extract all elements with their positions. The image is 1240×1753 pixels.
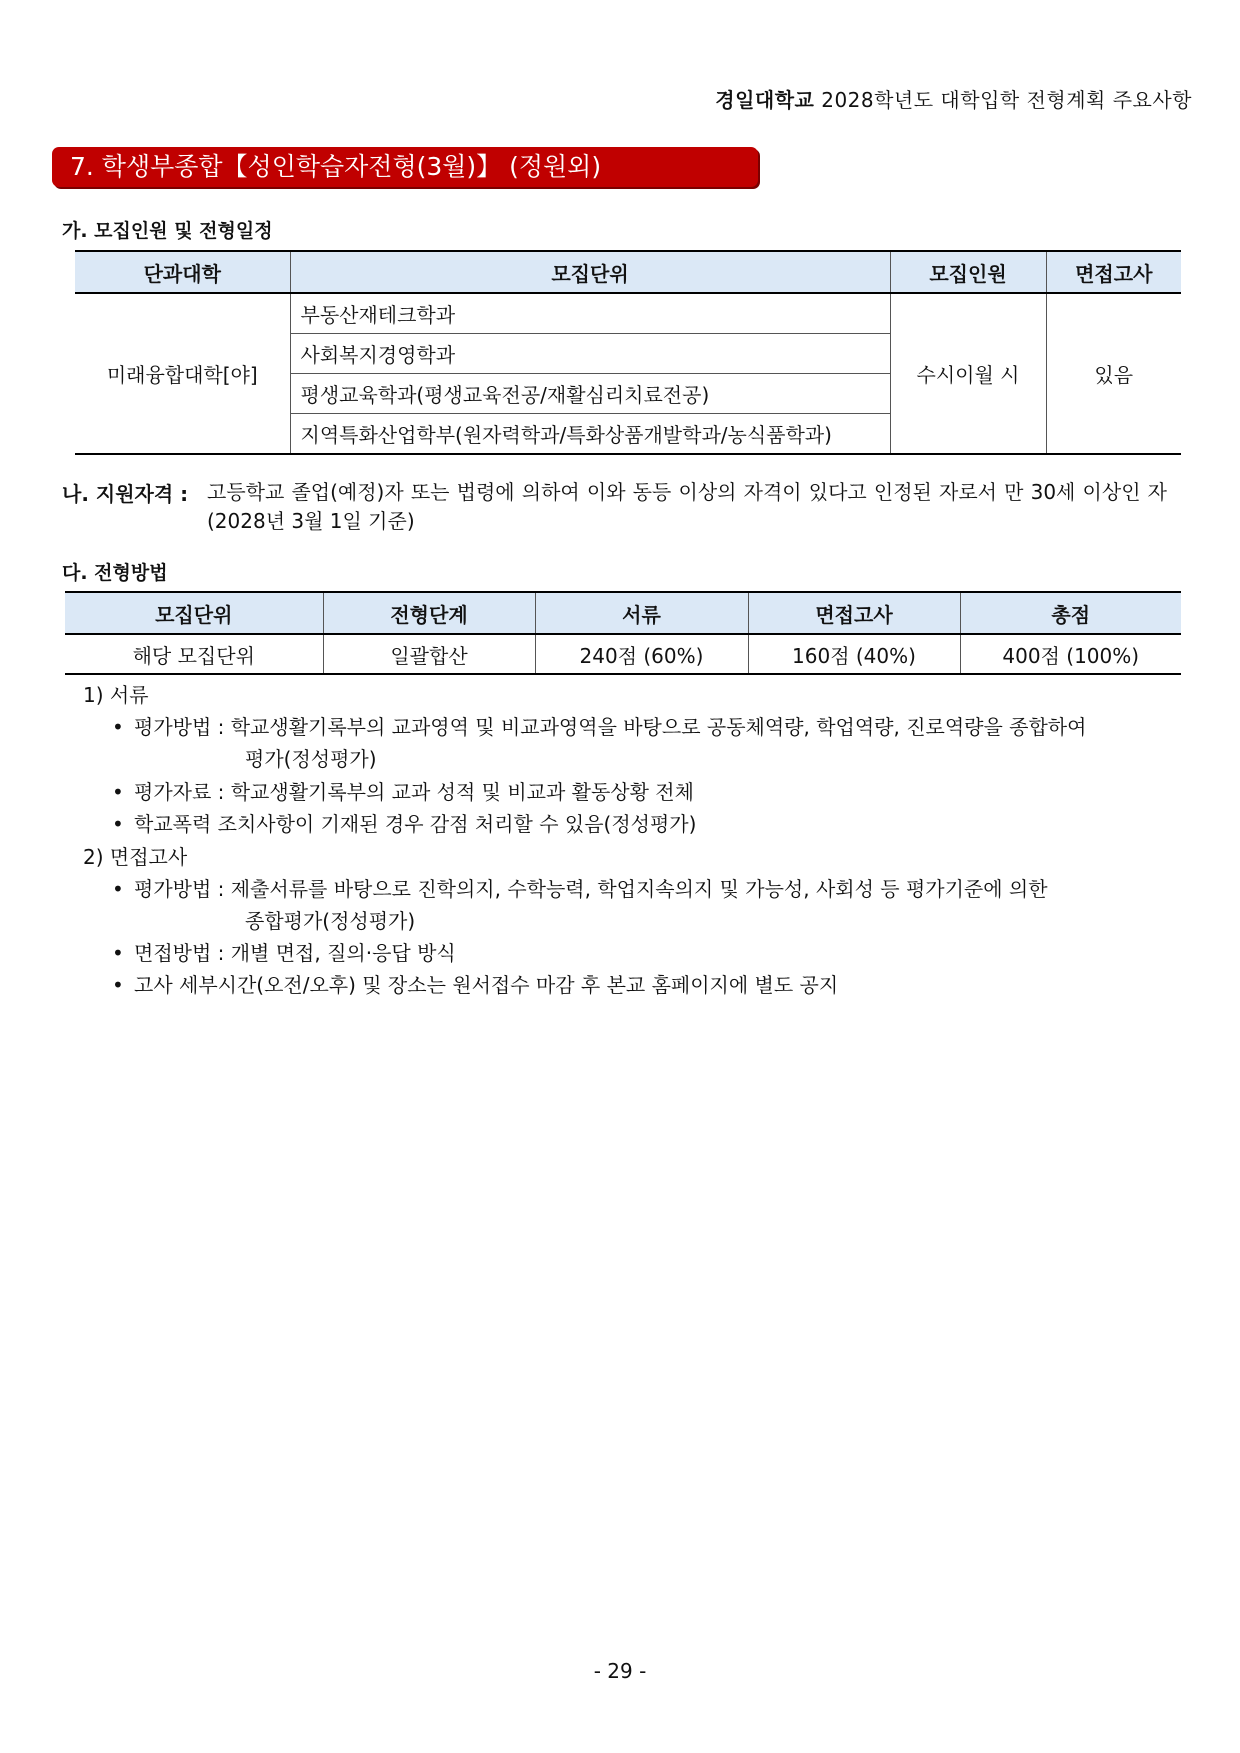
interview-score-cell: 160점 (40%) bbox=[748, 634, 960, 674]
recruitment-table bbox=[75, 250, 1181, 455]
docs-violence: 학교폭력 조치사항이 기재된 경우 감점 처리할 수 있음(정성평가) bbox=[134, 812, 697, 836]
interview-way: 면접방법 : 개별 면접, 질의·응답 방식 bbox=[134, 941, 456, 965]
col-header-college: 단과대학 bbox=[75, 251, 290, 293]
recruit-cell: 수시이월 시 bbox=[890, 293, 1046, 454]
header-title: 2028학년도 대학입학 전형계획 주요사항 bbox=[821, 88, 1192, 112]
qualification-text: 고등학교 졸업(예정)자 또는 법령에 의하여 이와 동등 이상의 자격이 있다고 인정된 자로서 만 30세 이상인 자(2028년 3월 1일 기준) bbox=[207, 480, 1167, 533]
interview-time-item bbox=[112, 970, 838, 1000]
unit-cell: 해당 모집단위 bbox=[65, 634, 323, 674]
bullet: • bbox=[112, 941, 124, 965]
unit-cell: 부동산재테크학과 bbox=[290, 293, 890, 334]
header-school: 경일대학교 bbox=[715, 88, 815, 112]
method-table bbox=[65, 591, 1181, 675]
interview-method-item bbox=[112, 874, 1048, 904]
bullet: • bbox=[112, 780, 124, 804]
bullet: • bbox=[112, 973, 124, 997]
interview-time: 고사 세부시간(오전/오후) 및 장소는 원서접수 마감 후 본교 홈페이지에 별도 공지 bbox=[134, 973, 839, 997]
bullet: • bbox=[112, 812, 124, 836]
col-header-stage: 전형단계 bbox=[323, 592, 535, 634]
col-header-interview: 면접고사 bbox=[748, 592, 960, 634]
docs-violence-item bbox=[112, 809, 696, 839]
bullet: • bbox=[112, 877, 124, 901]
docs-title: 1) 서류 bbox=[83, 683, 149, 707]
interview-method-cont: 종합평가(정성평가) bbox=[245, 909, 416, 933]
interview-cell: 있음 bbox=[1046, 293, 1181, 454]
col-header-interview: 면접고사 bbox=[1046, 251, 1181, 293]
subheading-c: 다. 전형방법 bbox=[62, 562, 168, 584]
docs-method: 평가방법 : 학교생활기록부의 교과영역 및 비교과영역을 바탕으로 공동체역량, 학업역량, 진로역량을 종합하여 bbox=[134, 715, 1087, 739]
col-header-recruit: 모집인원 bbox=[890, 251, 1046, 293]
stage-cell: 일괄합산 bbox=[323, 634, 535, 674]
bullet: • bbox=[112, 715, 124, 739]
page-number: - 29 - bbox=[593, 1659, 647, 1683]
docs-material-item bbox=[112, 777, 694, 807]
docs-method-cont: 평가(정성평가) bbox=[245, 747, 377, 771]
college-cell: 미래융합대학[야] bbox=[75, 293, 290, 454]
docs-material: 평가자료 : 학교생활기록부의 교과 성적 및 비교과 활동상황 전체 bbox=[134, 780, 694, 804]
interview-title: 2) 면접고사 bbox=[83, 845, 188, 869]
col-header-unit: 모집단위 bbox=[290, 251, 890, 293]
unit-cell: 평생교육학과(평생교육전공/재활심리치료전공) bbox=[290, 374, 890, 414]
col-header-docs: 서류 bbox=[535, 592, 748, 634]
total-score-cell: 400점 (100%) bbox=[960, 634, 1181, 674]
subheading-a: 가. 모집인원 및 전형일정 bbox=[62, 220, 273, 242]
section-title: 7. 학생부종합【성인학습자전형(3월)】 (정원외) bbox=[52, 147, 758, 187]
docs-score-cell: 240점 (60%) bbox=[535, 634, 748, 674]
col-header-total: 총점 bbox=[960, 592, 1181, 634]
interview-method: 평가방법 : 제출서류를 바탕으로 진학의지, 수학능력, 학업지속의지 및 가능성, 사회성 등 평가기준에 의한 bbox=[134, 877, 1048, 901]
docs-method-item bbox=[112, 712, 1086, 742]
unit-cell: 지역특화산업학부(원자력학과/특화상품개발학과/농식품학과) bbox=[290, 414, 890, 455]
unit-cell: 사회복지경영학과 bbox=[290, 334, 890, 374]
page-header bbox=[715, 84, 1192, 113]
interview-way-item bbox=[112, 938, 456, 968]
subheading-b: 나. 지원자격 : bbox=[62, 482, 189, 506]
col-header-unit: 모집단위 bbox=[65, 592, 323, 634]
